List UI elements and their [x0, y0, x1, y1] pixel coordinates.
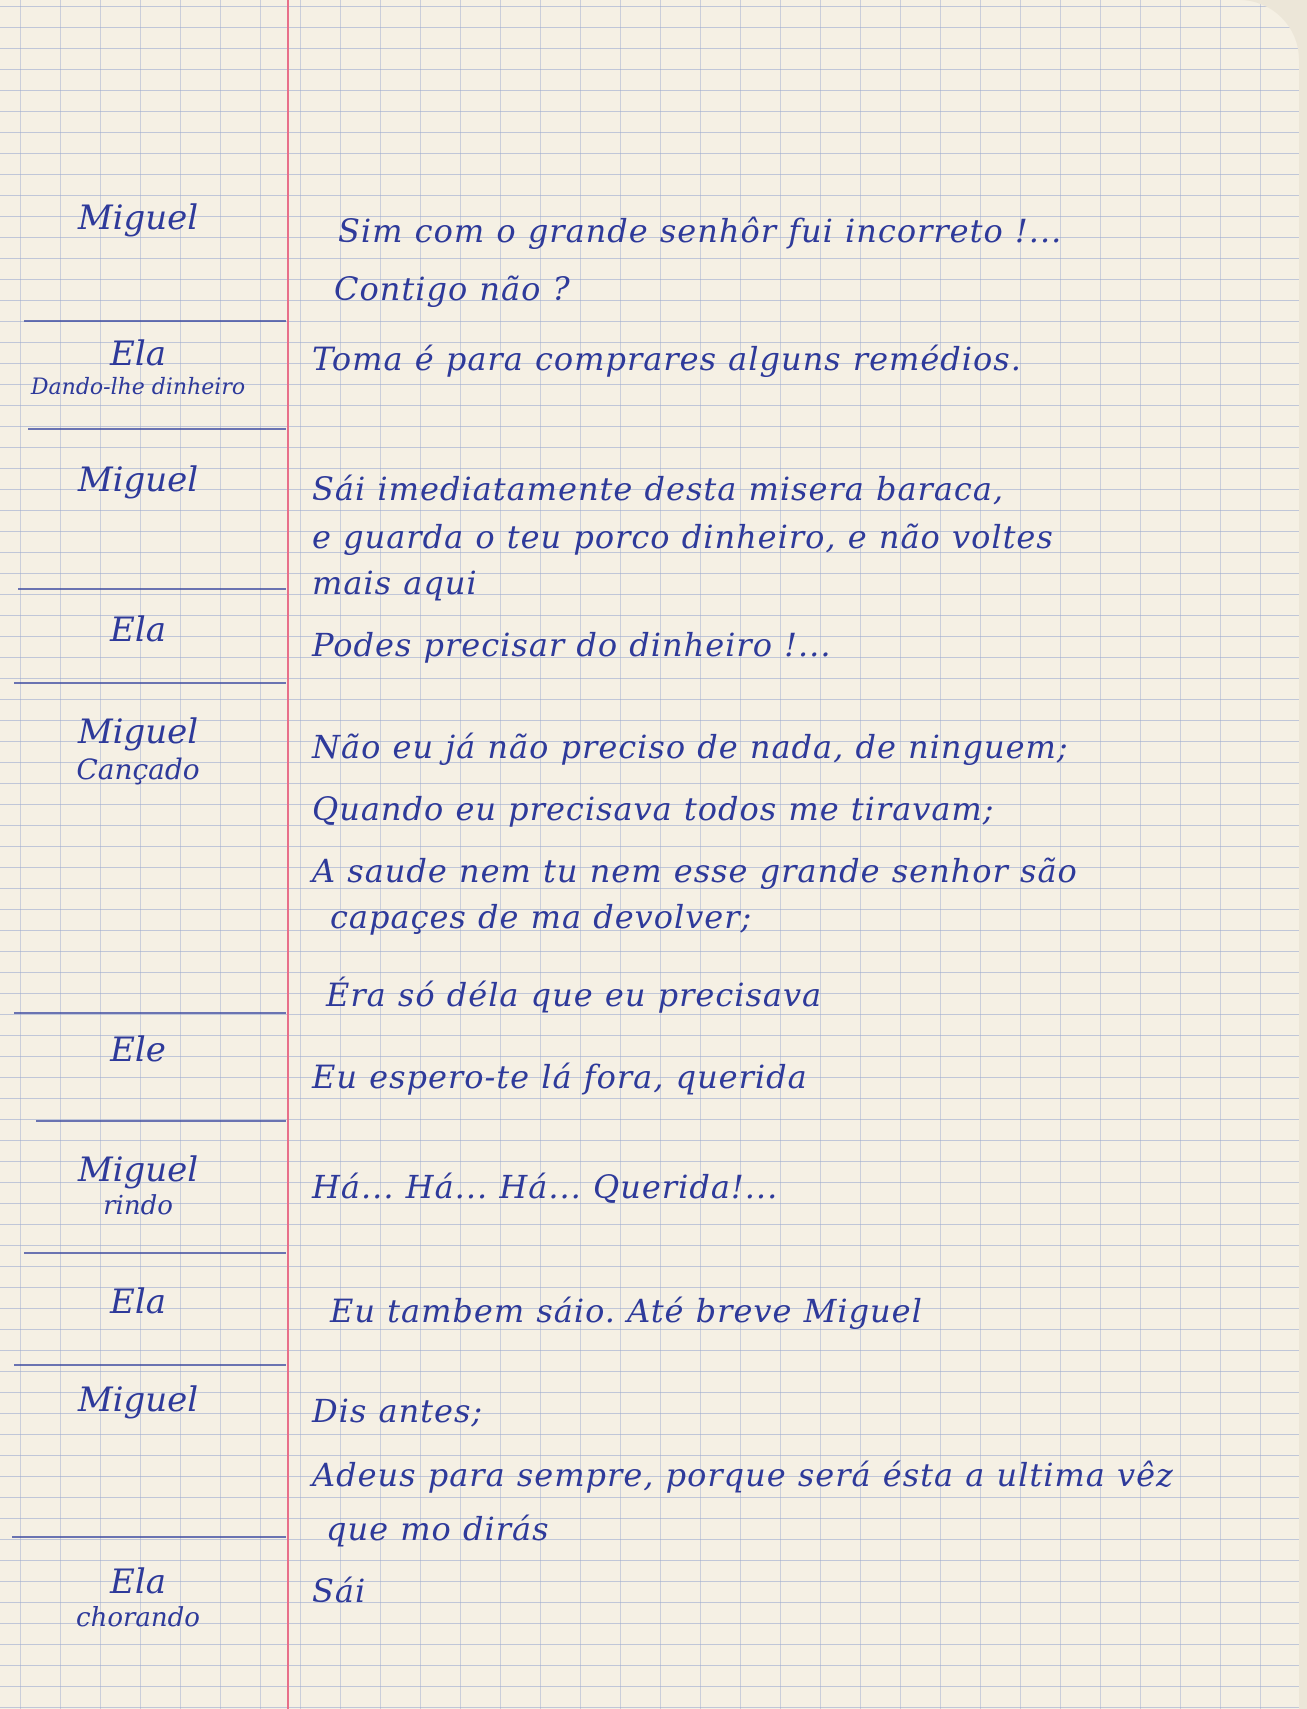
speaker-label	[8, 460, 268, 501]
divider	[24, 1252, 286, 1254]
dialogue-line: Dis antes;	[312, 1392, 484, 1430]
speaker-name: Miguel	[77, 1150, 199, 1190]
dialogue-line: Toma é para comprares alguns remédios.	[312, 340, 1022, 378]
dialogue-line: A saude nem tu nem esse grande senhor são	[312, 852, 1078, 890]
divider	[18, 588, 286, 590]
divider	[12, 1536, 286, 1538]
stage-direction: chorando	[76, 1602, 200, 1633]
divider	[36, 1120, 286, 1122]
speaker-name: Ele	[110, 1030, 166, 1070]
speaker-label	[8, 1030, 268, 1071]
divider	[24, 320, 286, 322]
speaker-label	[8, 1380, 268, 1421]
dialogue-line: capaçes de ma devolver;	[330, 898, 753, 936]
margin-line	[287, 0, 289, 1709]
dialogue-line: que mo dirás	[326, 1510, 550, 1548]
speaker-label	[8, 1150, 268, 1222]
speaker-label	[8, 1562, 268, 1634]
speaker-label	[8, 334, 268, 401]
dialogue-line: Éra só déla que eu precisava	[326, 976, 823, 1014]
speaker-name: Ela	[110, 610, 166, 650]
dialogue-line: Sái imediatamente desta misera baraca,	[312, 470, 1005, 508]
dialogue-line: Eu espero-te lá fora, querida	[312, 1058, 808, 1096]
dialogue-line: Adeus para sempre, porque será ésta a ultima vêz	[312, 1456, 1174, 1494]
divider	[28, 428, 286, 430]
speaker-name: Miguel	[77, 460, 199, 500]
speaker-name: Miguel	[77, 1380, 199, 1420]
stage-direction: rindo	[103, 1190, 173, 1221]
speaker-name: Ela	[110, 334, 166, 374]
dialogue-line: Não eu já não preciso de nada, de ninguem;	[312, 728, 1069, 766]
speaker-label	[8, 610, 268, 651]
dialogue-line: mais aqui	[312, 564, 478, 602]
divider	[14, 1364, 286, 1366]
speaker-name: Ela	[110, 1562, 166, 1602]
speaker-label	[8, 198, 268, 239]
dialogue-line: Sim com o grande senhôr fui incorreto !...	[338, 212, 1063, 250]
speaker-name: Ela	[110, 1282, 166, 1322]
dialogue-line: e guarda o teu porco dinheiro, e não voltes	[312, 518, 1054, 556]
stage-direction: Dando-lhe dinheiro	[30, 374, 246, 400]
dialogue-line: Sái	[312, 1572, 367, 1610]
divider	[14, 1012, 286, 1014]
dialogue-line: Eu tambem sáio. Até breve Miguel	[330, 1292, 923, 1330]
speaker-label	[8, 1282, 268, 1323]
speaker-name: Miguel	[77, 712, 199, 752]
dialogue-line: Contigo não ?	[334, 270, 571, 308]
speaker-name: Miguel	[77, 198, 199, 238]
speaker-label	[8, 712, 268, 786]
dialogue-line: Podes precisar do dinheiro !...	[312, 626, 832, 664]
dialogue-line: Quando eu precisava todos me tiravam;	[312, 790, 995, 828]
stage-direction: Cançado	[76, 752, 200, 786]
divider	[14, 682, 286, 684]
dialogue-line: Há... Há... Há... Querida!...	[312, 1168, 779, 1206]
